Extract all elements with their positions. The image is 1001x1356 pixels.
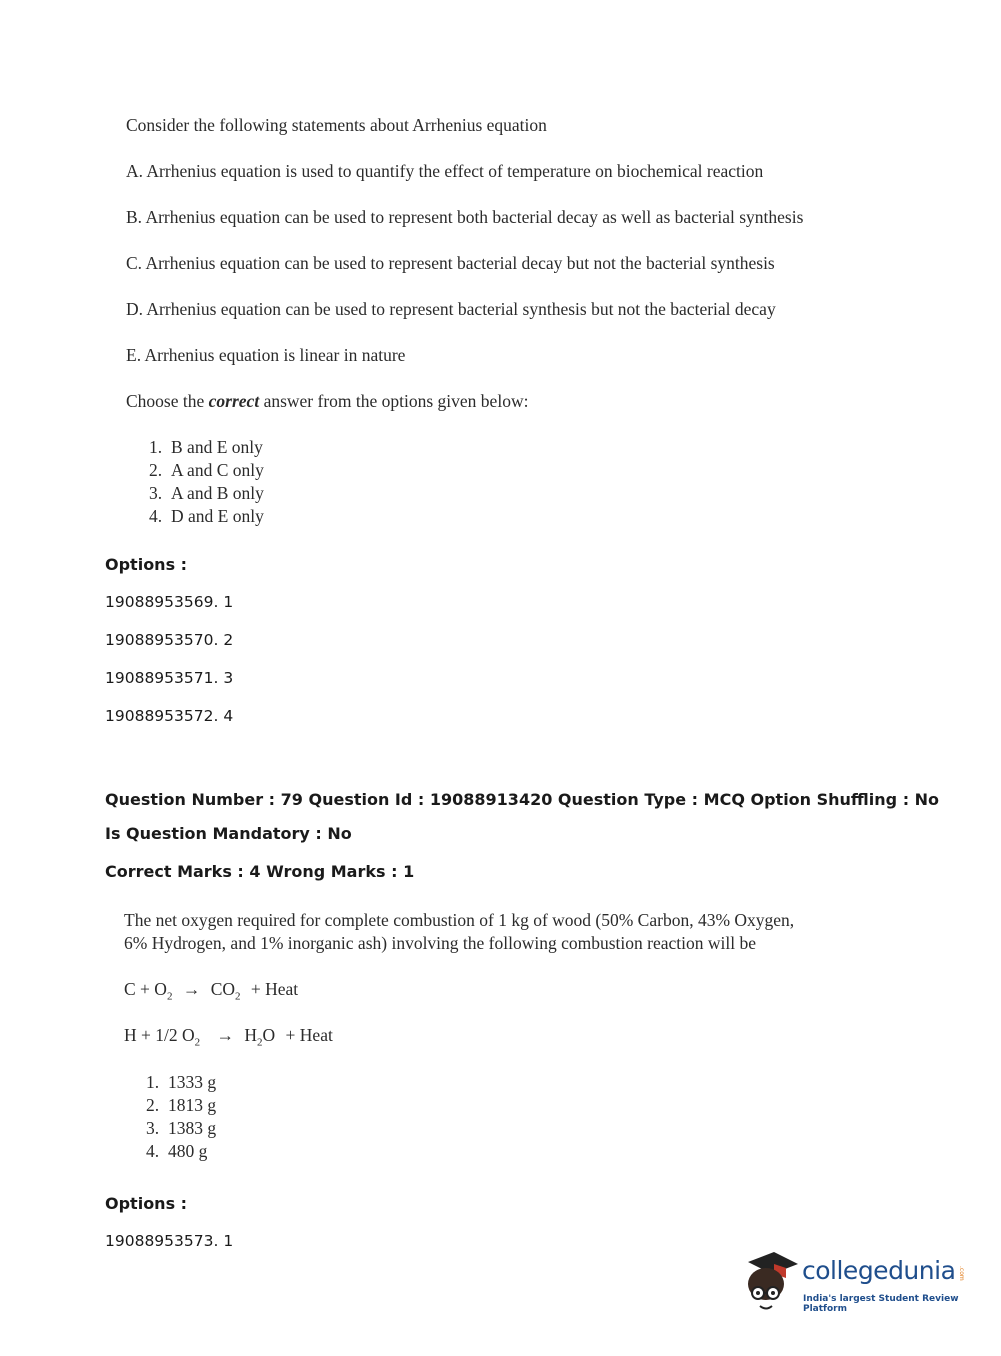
choice-list (146, 1071, 216, 1163)
statement-c: C. Arrhenius equation can be used to represent bacterial decay but not the bacterial synthesis (126, 253, 775, 273)
option-item: 19088953569. 1 (105, 593, 234, 611)
choice-item: 1. 1333 g (146, 1072, 217, 1092)
options-label: Options : (105, 555, 188, 574)
question-stem-line2: 6% Hydrogen, and 1% inorganic ash) involving the following combustion reaction will be (124, 933, 756, 953)
collegedunia-logo (740, 1248, 970, 1318)
choice-item: 3. 1383 g (146, 1118, 217, 1138)
choose-suffix: answer from the options given below: (259, 391, 529, 411)
question-stem: Consider the following statements about Arrhenius equation (126, 115, 547, 135)
option-item: 19088953572. 4 (105, 707, 234, 725)
arrow-icon: → (216, 1025, 235, 1045)
choice-item: 2. A and C only (149, 460, 264, 480)
choice-item: 3. A and B only (149, 483, 264, 503)
reaction-hydrogen: H + 1/2 $O_2 \to H_2O$ + Heat (124, 1025, 333, 1049)
choice-item: 1. B and E only (149, 437, 263, 457)
statement-b: B. Arrhenius equation can be used to represent both bacterial decay as well as bacterial synthesis (126, 207, 804, 227)
arrow-icon: → (182, 979, 201, 999)
choose-emphasis: correct (208, 391, 260, 411)
options-label: Options : (105, 1194, 188, 1213)
choice-item: 2. 1813 g (146, 1095, 217, 1115)
reaction-carbon: $C + O_2 \to CO_2$ + Heat (124, 979, 299, 1003)
choice-item: 4. D and E only (149, 506, 264, 526)
question-meta: Question Number : 79 Question Id : 19088913420 Question Type : MCQ Option Shuffling : No (105, 790, 940, 809)
choice-list (149, 436, 264, 528)
option-item: 19088953571. 3 (105, 669, 234, 687)
option-item: 19088953570. 2 (105, 631, 234, 649)
logo-name: collegedunia (802, 1256, 956, 1285)
choice-item: 4. 480 g (146, 1141, 208, 1161)
question-stem-line1: The net oxygen required for complete combustion of 1 kg of wood (50% Carbon, 43% Oxygen, (124, 910, 795, 930)
choose-prefix: Choose the (126, 391, 209, 411)
statement-a: A. Arrhenius equation is used to quantify the effect of temperature on biochemical reaction (126, 161, 764, 181)
question-mandatory: Is Question Mandatory : No (105, 824, 352, 843)
choose-instruction (126, 391, 528, 412)
logo-tld: .com (958, 1266, 965, 1281)
mascot-icon (740, 1248, 802, 1318)
statement-e: E. Arrhenius equation is linear in nature (126, 345, 406, 365)
logo-tagline: India's largest Student Review Platform (803, 1294, 959, 1314)
statement-d: D. Arrhenius equation can be used to represent bacterial synthesis but not the bacterial decay (126, 299, 776, 319)
question-marks: Correct Marks : 4 Wrong Marks : 1 (105, 862, 415, 881)
option-item: 19088953573. 1 (105, 1232, 234, 1250)
